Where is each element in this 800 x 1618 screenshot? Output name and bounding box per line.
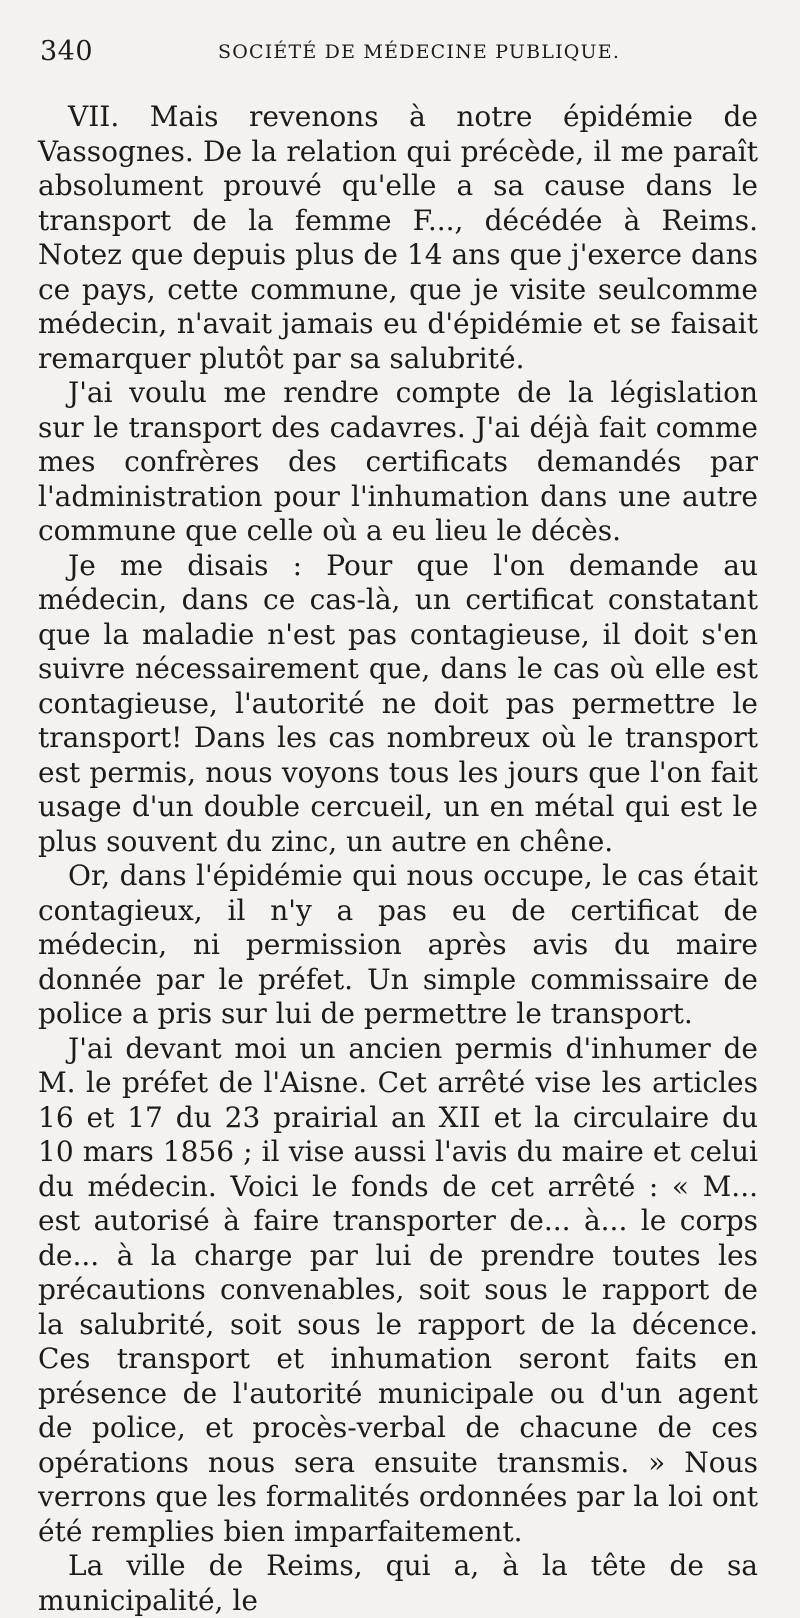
paragraph-permit-aisne: J'ai devant moi un ancien permis d'inhumer de M. le préfet de l'Aisne. Cet arrêté vise les articles 16 et 17 du 23 prairial an XII et la circulaire du 10 mars 1856 ; il vise aussi l'avis du maire et celui du médecin. Voici le fonds de cet arrêté : « M... est autorisé à faire transporter de... à... le corps de... à la charge par lui de prendre toutes les précautions convenables, soit sous le rapport de la salubrité, soit sous le rapport de la décence. Ces transport et inhumation seront faits en présence de l'autorité municipale ou d'un agent de police, et procès-verbal de chacune de ces opérations nous sera ensuite transmis. » Nous verrons que les formalités ordonnées par la loi ont été remplies bien imparfaitement. [38,1031,758,1548]
paragraph-no-certificate: Or, dans l'épidémie qui nous occupe, le cas était contagieux, il n'y a pas eu de certificat de médecin, ni permission après avis du maire donnée par le préfet. Un simple commissaire de police a pris sur lui de permettre le transport. [38,859,758,1030]
paragraph-reims-continued: La ville de Reims, qui a, à la tête de sa municipalité, le [38,1549,758,1617]
paragraph-vii-intro: VII. Mais revenons à notre épidémie de Vassognes. De la relation qui précède, il me paraît absolument prouvé qu'elle a sa cause dans le transport de la femme F..., décédée à Reims. Notez que depuis plus de 14 ans que j'exerce dans ce pays, cette commune, que je visite seulcomme médecin, n'avait jamais eu d'épidémie et se faisait remarquer plutôt par sa salubrité. [38,100,758,375]
page-number: 340 [40,36,94,67]
page-header [38,30,758,67]
page-body [38,100,758,1618]
paragraph-contagion: Je me disais : Pour que l'on demande au médecin, dans ce cas-là, un certificat constatant que la maladie n'est pas contagieuse, il doit s'en suivre nécessairement que, dans le cas où elle est contagieuse, l'autorité ne doit pas permettre le transport! Dans les cas nombreux où le transport est permis, nous voyons tous les jours que l'on fait usage d'un double cercueil, un en métal qui est le plus souvent du zinc, un autre en chêne. [38,548,758,858]
paragraph-legislation: J'ai voulu me rendre compte de la législation sur le transport des cadavres. J'ai déjà fait comme mes confrères des certificats demandés par l'administration pour l'inhumation dans une autre commune que celle où a eu lieu le décès. [38,376,758,547]
running-title: SOCIÉTÉ DE MÉDECINE PUBLIQUE. [218,41,621,63]
